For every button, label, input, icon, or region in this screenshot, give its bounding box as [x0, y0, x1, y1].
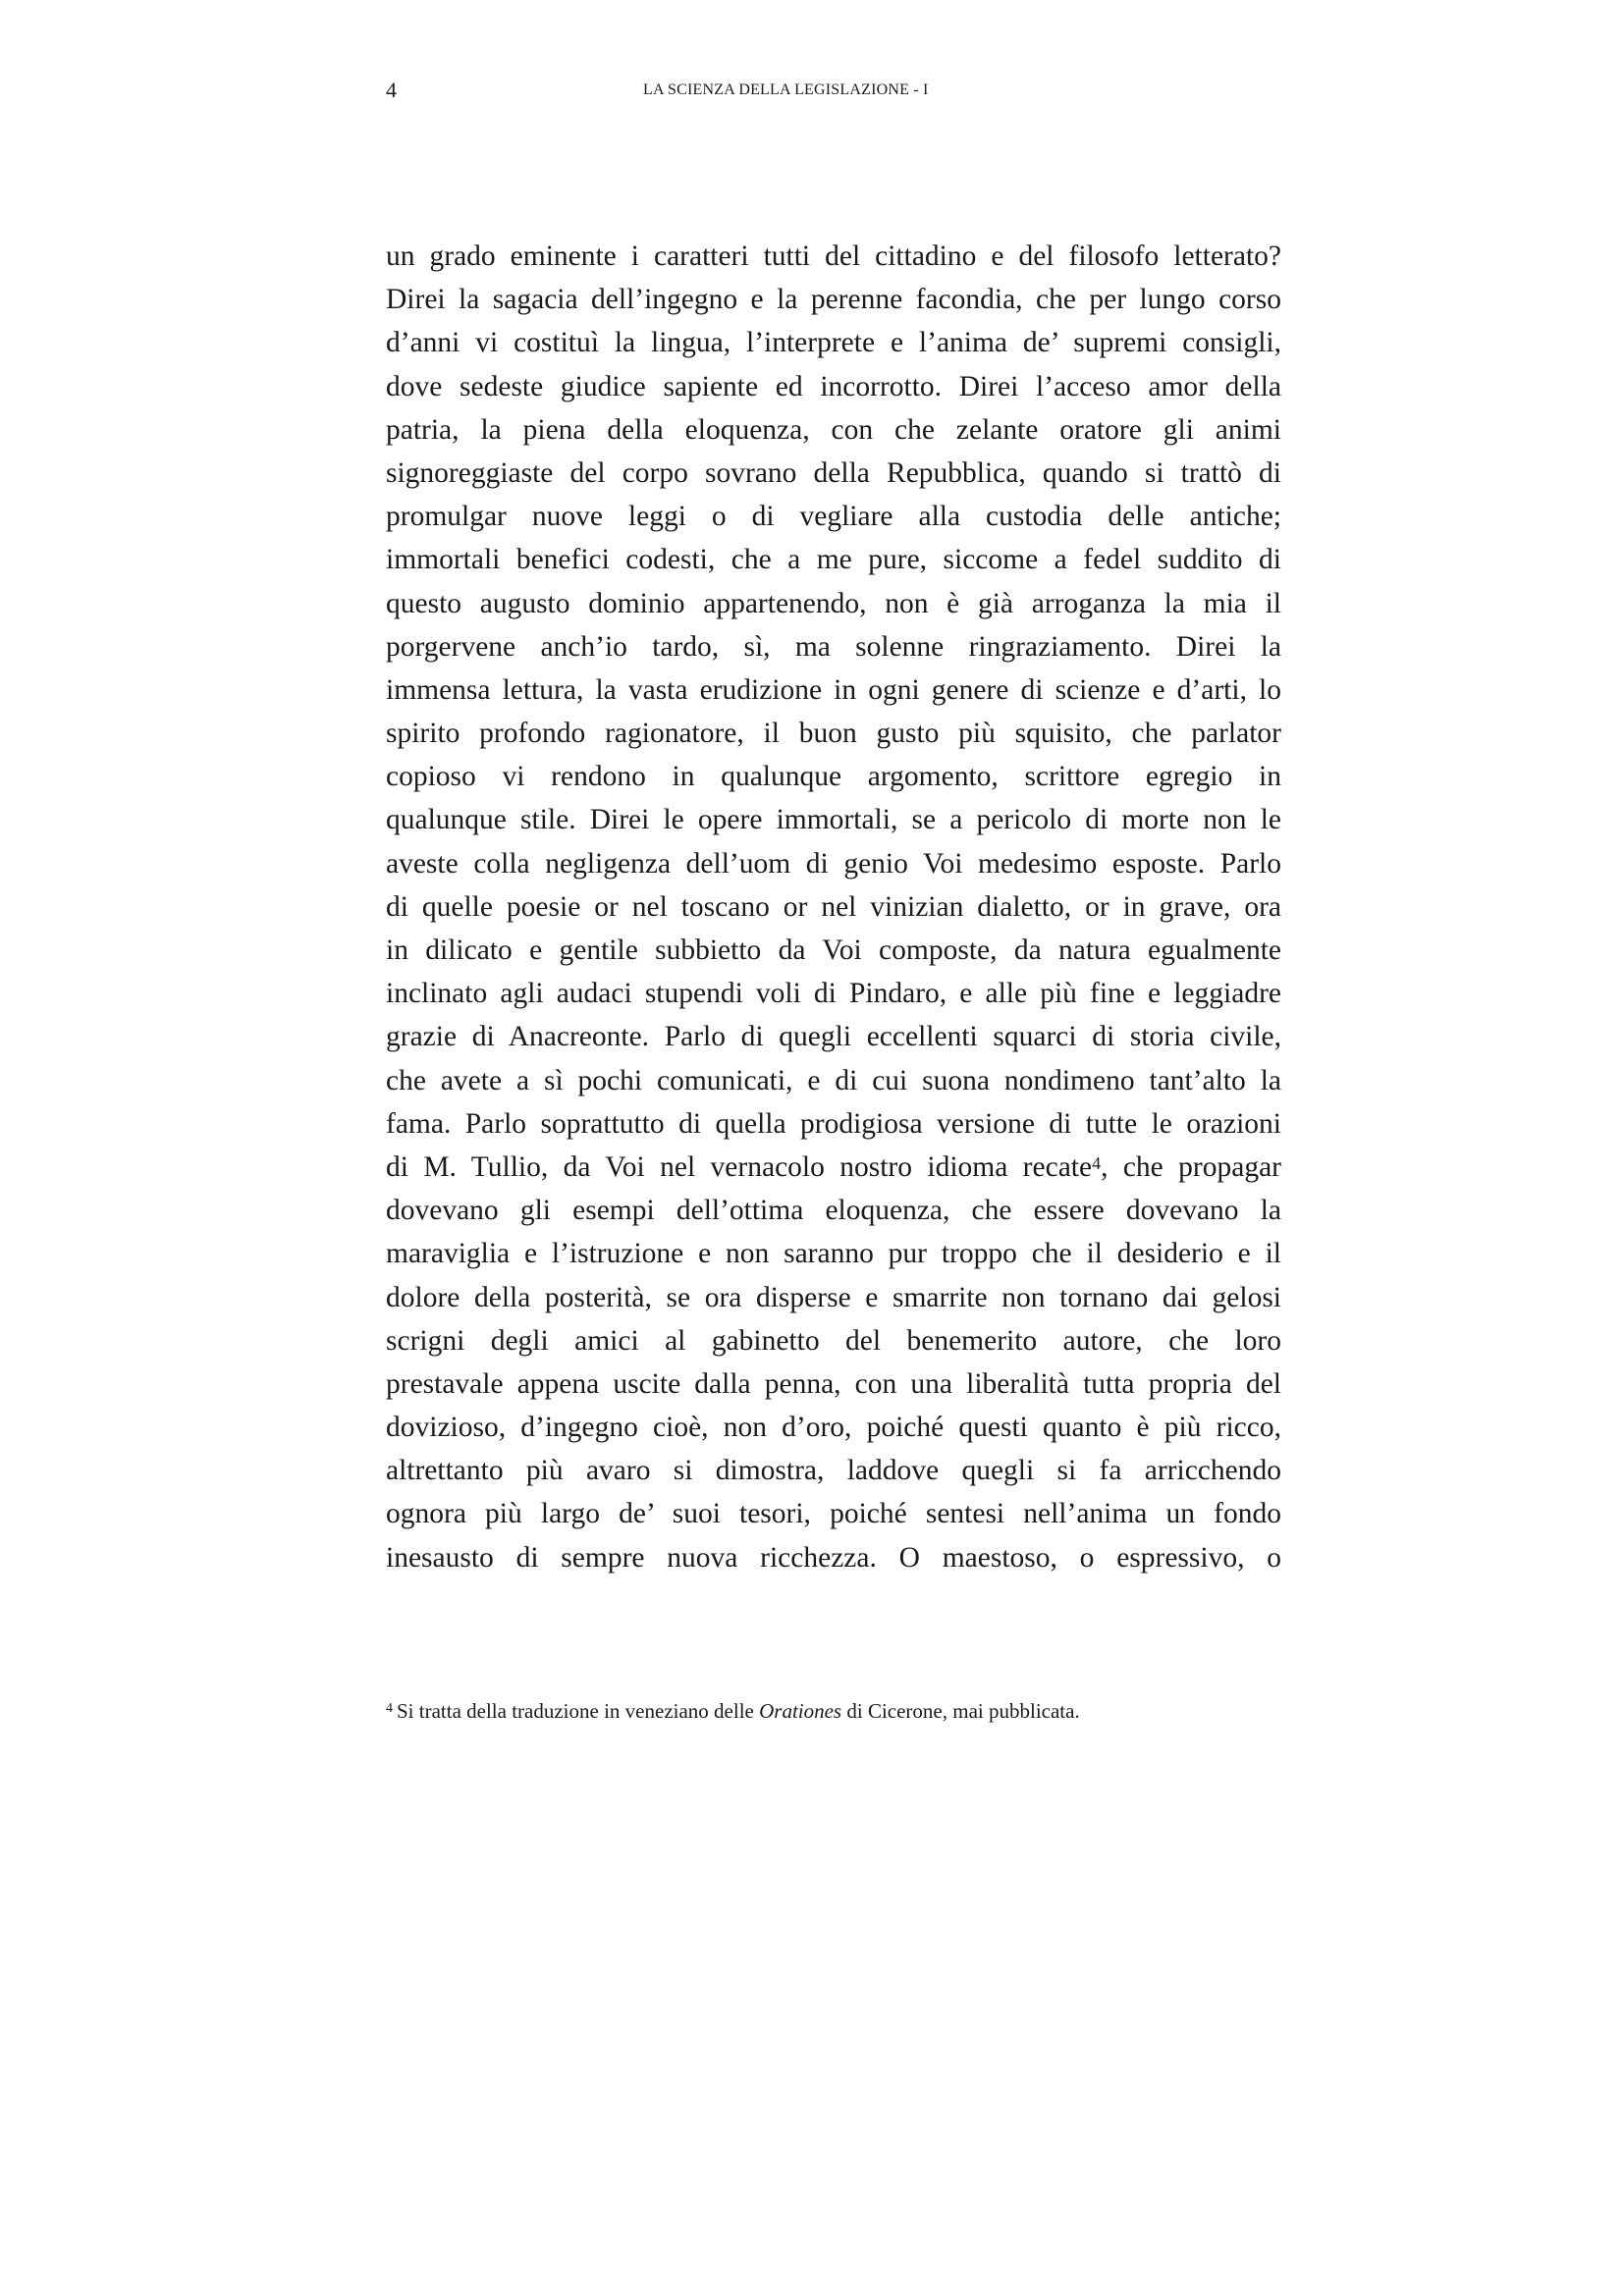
body-text [386, 235, 1281, 1579]
text-line: immortali benefici codesti, che a me pure, siccome a fedel suddito di [386, 544, 1281, 576]
text-line: dolore della posterità, se ora disperse e smarrite non tornano dai gelosi [386, 1281, 1281, 1313]
text-line: promulgar nuove leggi o di vegliare alla custodia delle antiche; [386, 501, 1281, 533]
text-line: porgervene anch’io tardo, sì, ma solenne ringraziamento. Direi la [386, 630, 1281, 663]
text-line: signoreggiaste del corpo sovrano della Repubblica, quando si trattò di [386, 456, 1281, 489]
footnote-text: di Cicerone, mai pubblicata. [846, 1699, 1080, 1723]
text-line: dove sedeste giudice sapiente ed incorrotto. Direi l’acceso amor della [386, 370, 1281, 402]
text-line: inesausto di sempre nuova ricchezza. O maestoso, o espressivo, o [386, 1541, 1281, 1574]
footnote-text: Si tratta della traduzione in veneziano delle [397, 1699, 754, 1723]
text-line: dovevano gli esempi dell’ottima eloquenza, che essere dovevano la [386, 1195, 1281, 1227]
text-line: d’anni vi costituì la lingua, l’interprete e l’anima de’ supremi consigli, [386, 327, 1281, 359]
text-line: immensa lettura, la vasta erudizione in ogni genere di scienze e d’arti, lo [386, 673, 1281, 706]
text-line: ognora più largo de’ suoi tesori, poiché sentesi nell’anima un fondo [386, 1498, 1281, 1530]
text-line: che avete a sì pochi comunicati, e di cui suona nondimeno tant’alto la [386, 1064, 1281, 1096]
footnote-italic-title: Orationes [759, 1699, 842, 1723]
text-line: qualunque stile. Direi le opere immortali, se a pericolo di morte non le [386, 804, 1281, 836]
text-line: un grado eminente i caratteri tutti del cittadino e del filosofo letterato? [386, 240, 1281, 272]
text-segment: , che propagar [1101, 1150, 1281, 1183]
text-line: in dilicato e gentile subbietto da Voi composte, da natura egualmente [386, 934, 1281, 966]
text-line: copioso vi rendono in qualunque argomento, scrittore egregio in [386, 761, 1281, 793]
text-line: fama. Parlo soprattutto di quella prodigiosa versione di tutte le orazioni [386, 1107, 1281, 1140]
text-line: aveste colla negligenza dell’uom di genio Voi medesimo esposte. Parlo [386, 847, 1281, 880]
footnote [386, 1697, 1281, 1725]
text-line: patria, la piena della eloquenza, con che zelante oratore gli animi [386, 413, 1281, 446]
text-line: maraviglia e l’istruzione e non saranno pur troppo che il desiderio e il [386, 1238, 1281, 1270]
text-segment: di M. Tullio, da Voi nel vernacolo nostro idioma recate [386, 1150, 1093, 1183]
text-line: prestavale appena uscite dalla penna, con una liberalità tutta propria del [386, 1367, 1281, 1400]
running-head: LA SCIENZA DELLA LEGISLAZIONE - I [643, 81, 929, 98]
text-line: questo augusto dominio appartenendo, non è già arroganza la mia il [386, 587, 1281, 619]
text-line: di quelle poesie or nel toscano or nel vinizian dialetto, or in grave, ora [386, 890, 1281, 923]
text-line: grazie di Anacreonte. Parlo di quegli eccellenti squarci di storia civile, [386, 1021, 1281, 1053]
text-line-with-footnote-ref [386, 1146, 1281, 1189]
text-line: altrettanto più avaro si dimostra, laddove quegli si fa arricchendo [386, 1455, 1281, 1487]
text-line: Direi la sagacia dell’ingegno e la perenne facondia, che per lungo corso [386, 284, 1281, 316]
text-line: spirito profondo ragionatore, il buon gusto più squisito, che parlator [386, 718, 1281, 750]
footnote-number: 4 [386, 1701, 393, 1716]
text-line: inclinato agli audaci stupendi voli di Pindaro, e alle più fine e leggiadre [386, 978, 1281, 1010]
footnote-reference: 4 [1092, 1152, 1102, 1173]
text-line: dovizioso, d’ingegno cioè, non d’oro, poiché questi quanto è più ricco, [386, 1412, 1281, 1444]
text-line: scrigni degli amici al gabinetto del benemerito autore, che loro [386, 1324, 1281, 1357]
page-number: 4 [386, 78, 397, 102]
